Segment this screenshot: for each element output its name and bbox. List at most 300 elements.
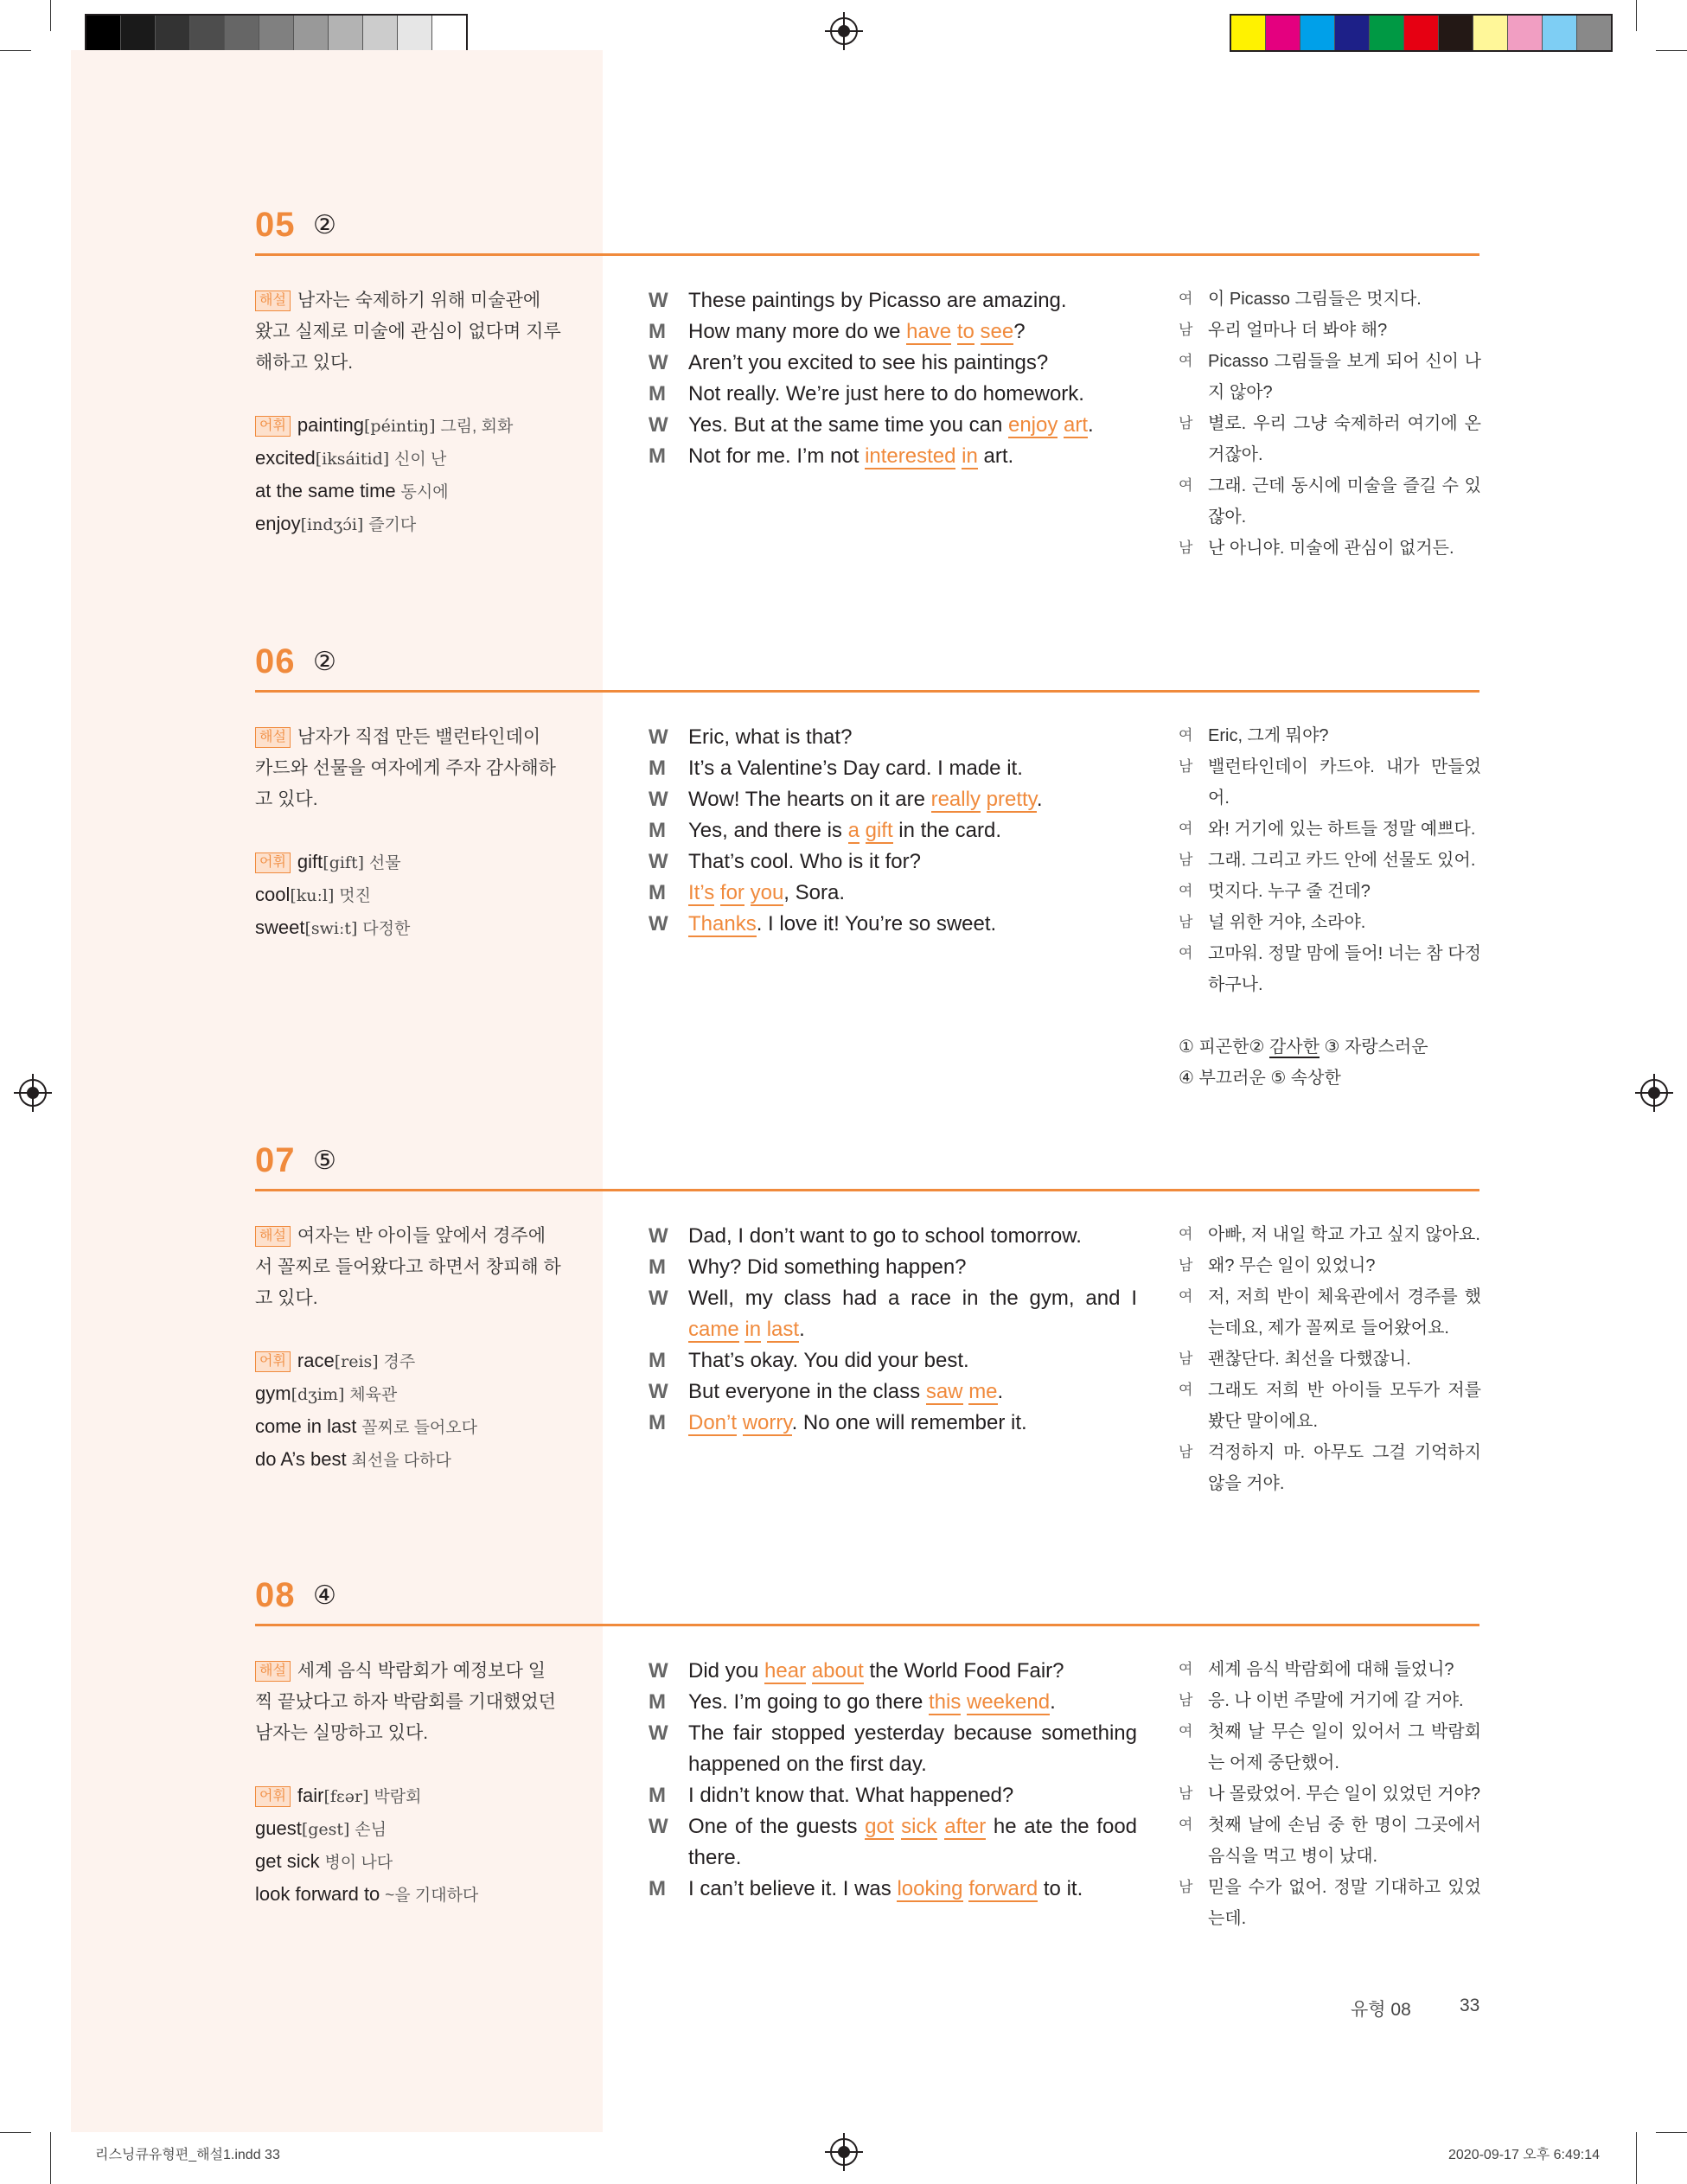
vocab-meaning: 다정한	[362, 920, 411, 938]
speaker-label: 여	[1179, 291, 1193, 307]
vocab-word: look forward to	[255, 1883, 380, 1905]
color-swatch	[121, 16, 156, 50]
text-run: How many more do we	[688, 320, 907, 343]
crop-mark	[1636, 0, 1637, 31]
dialogue-text	[688, 1221, 1137, 1252]
translation-text: Eric, 그게 뭐야?	[1208, 726, 1329, 745]
speaker-label: 남	[1179, 914, 1193, 930]
choice-text: ① 피곤한	[1179, 1038, 1249, 1057]
dialogue-line	[649, 722, 1137, 753]
speaker-label: 여	[1179, 1817, 1193, 1833]
answer-blank-word: hear	[764, 1659, 807, 1683]
answer-blank-word: came	[688, 1318, 739, 1341]
explanation	[255, 1221, 562, 1314]
translation-line	[1179, 408, 1481, 470]
dialogue-text	[688, 285, 1137, 316]
vocab-phonetic: [swiːt]	[304, 919, 358, 938]
dialogue-script	[649, 1221, 1137, 1439]
vocab-meaning: 그림, 회화	[440, 418, 514, 436]
explanation-tag: 해설	[255, 727, 291, 748]
translation-line	[1179, 1344, 1481, 1375]
dialogue-text	[688, 1376, 1137, 1408]
vocab-item	[255, 1879, 562, 1912]
vocab-word: gift	[297, 851, 323, 872]
answer-blank-word: really	[930, 788, 981, 811]
explanation-tag: 해설	[255, 1226, 291, 1247]
text-run: Did you	[688, 1659, 765, 1683]
translation-line	[1179, 751, 1481, 814]
color-swatch	[86, 16, 121, 50]
speaker-label: M	[649, 819, 666, 842]
explanation-text: 세계 음식 박람회가 예정보다 일찍 끝났다고 하자 박람회를 기대했었던 남자는 실망하고 있다.	[255, 1661, 556, 1743]
crop-mark	[0, 2132, 31, 2133]
question-number: 06	[255, 642, 296, 680]
vocab-item	[255, 1378, 562, 1411]
vocab-item	[255, 1813, 562, 1846]
speaker-label: 여	[1179, 353, 1193, 369]
crop-mark	[0, 50, 31, 51]
translation-text: 괜찮단다. 최선을 다했잖니.	[1208, 1350, 1411, 1369]
dialogue-line	[649, 878, 1137, 909]
text-run: These paintings by Picasso are amazing.	[688, 289, 1067, 312]
translation-line	[1179, 470, 1481, 533]
text-run	[761, 1318, 767, 1341]
dialogue-line	[649, 348, 1137, 379]
speaker-label: W	[649, 1287, 668, 1310]
choice-text: ③ 자랑스러운	[1319, 1038, 1428, 1057]
text-run: The fair stopped yesterday because something happened on the first day.	[688, 1721, 1137, 1776]
text-run: Yes. I’m going to go there	[688, 1690, 929, 1714]
translation-column	[1179, 1219, 1481, 1499]
vocab-phonetic: [gift]	[323, 853, 365, 872]
dialogue-line	[649, 1376, 1137, 1408]
text-run	[961, 1690, 967, 1714]
speaker-label: 여	[1179, 1382, 1193, 1398]
speaker-label: 여	[1179, 945, 1193, 961]
color-swatch	[259, 16, 294, 50]
vocab-meaning: 병이 나다	[324, 1854, 393, 1872]
explanation-tag: 해설	[255, 1661, 291, 1682]
answer-blank-word: about	[811, 1659, 864, 1683]
text-run: the World Food Fair?	[863, 1659, 1064, 1683]
speaker-label: W	[649, 289, 668, 312]
dialogue-text	[688, 410, 1137, 441]
color-swatch	[1577, 16, 1611, 50]
choices-line: ④ 부끄러운 ⑤ 속상한	[1179, 1069, 1341, 1088]
vocab-item	[255, 508, 562, 541]
dialogue-text	[688, 909, 1137, 940]
text-run: , Sora.	[783, 881, 845, 904]
section-divider	[255, 1189, 1479, 1191]
question-number: 05	[255, 206, 296, 244]
color-swatch	[1266, 16, 1300, 50]
speaker-label: W	[649, 1224, 668, 1248]
answer-blank-word: enjoy	[1007, 413, 1058, 437]
dialogue-line	[649, 1408, 1137, 1439]
translation-text: 걱정하지 마. 아무도 그걸 기억하지 않을 거야.	[1208, 1443, 1481, 1493]
speaker-label: 여	[1179, 821, 1193, 837]
explanation-column	[255, 285, 562, 541]
translation-column	[1179, 720, 1481, 1094]
dialogue-line	[649, 1221, 1137, 1252]
answer-blank-word: have	[906, 320, 952, 343]
speaker-label: 남	[1179, 1785, 1193, 1802]
dialogue-text	[688, 441, 1137, 472]
section-divider	[255, 690, 1479, 693]
choice-text: ②	[1249, 1038, 1269, 1057]
text-run: . I love it! You’re so sweet.	[756, 912, 997, 936]
text-run	[714, 881, 720, 904]
explanation	[255, 722, 562, 815]
dialogue-line	[649, 909, 1137, 940]
vocab-tag: 어휘	[255, 1786, 291, 1807]
dialogue-text	[688, 846, 1137, 878]
text-run: One of the guests	[688, 1815, 866, 1838]
speaker-label: 여	[1179, 1661, 1193, 1677]
answer-blank-word: gift	[865, 819, 893, 842]
vocab-meaning: 동시에	[400, 483, 449, 501]
translation-line	[1179, 284, 1481, 315]
vocab-tag: 어휘	[255, 853, 291, 873]
speaker-label: 여	[1179, 1723, 1193, 1740]
speaker-label: M	[649, 1255, 666, 1279]
dialogue-line	[649, 316, 1137, 348]
answer-mark: ⑤	[313, 1146, 336, 1175]
speaker-label: 남	[1179, 415, 1193, 431]
speaker-label: W	[649, 1815, 668, 1838]
dialogue-line	[649, 1687, 1137, 1718]
vocab-meaning: ~을 기대하다	[385, 1887, 479, 1905]
vocab-item	[255, 1444, 562, 1477]
text-run: But everyone in the class	[688, 1380, 926, 1403]
translation-text: 왜? 무슨 일이 있었니?	[1208, 1256, 1376, 1275]
text-run: . No one will remember it.	[791, 1411, 1027, 1434]
translation-line	[1179, 845, 1481, 876]
text-run: he ate the food there.	[688, 1815, 1138, 1869]
translation-text: 믿을 수가 없어. 정말 기대하고 있었는데.	[1208, 1878, 1481, 1928]
dialogue-text	[688, 348, 1137, 379]
explanation-column	[255, 1656, 562, 1912]
speaker-label: M	[649, 382, 666, 406]
dialogue-line	[649, 1718, 1137, 1780]
vocab-word: excited	[255, 447, 316, 469]
grayscale-color-bar	[85, 14, 468, 52]
text-run: Aren’t you excited to see his paintings?	[688, 351, 1049, 374]
text-run: .	[1088, 413, 1094, 437]
correct-choice: 감사한	[1268, 1038, 1320, 1057]
vocab-meaning: 체육관	[349, 1386, 398, 1404]
color-swatch	[1404, 16, 1439, 50]
speaker-label: 여	[1179, 477, 1193, 494]
dialogue-line	[649, 1283, 1137, 1345]
vocab-list	[255, 1780, 562, 1912]
text-run: art.	[977, 444, 1014, 468]
vocab-meaning: 즐기다	[368, 516, 417, 534]
speaker-label: 여	[1179, 883, 1193, 899]
text-run: Wow! The hearts on it are	[688, 788, 931, 811]
speaker-label: 남	[1179, 322, 1193, 338]
text-run: Dad, I don’t want to go to school tomorrow.	[688, 1224, 1082, 1248]
text-run: ?	[1013, 320, 1026, 343]
registration-mark-icon	[19, 1079, 47, 1107]
speaker-label: 여	[1179, 1226, 1193, 1242]
answer-blank-word: in	[744, 1318, 762, 1341]
color-swatch	[1231, 16, 1266, 50]
translation-line	[1179, 315, 1481, 346]
vocab-item	[255, 476, 562, 508]
translation-text: 널 위한 거야, 소라야.	[1208, 913, 1366, 932]
text-run	[806, 1659, 812, 1683]
crop-mark	[1656, 2132, 1687, 2133]
translation-line	[1179, 1250, 1481, 1281]
translation-text: 아빠, 저 내일 학교 가고 싶지 않아요.	[1208, 1225, 1480, 1244]
vocab-tag: 어휘	[255, 416, 291, 437]
speaker-label: 남	[1179, 1444, 1193, 1460]
translation-text: 별로. 우리 그냥 숙제하러 여기에 온 거잖아.	[1208, 414, 1481, 464]
vocab-word: enjoy	[255, 513, 301, 534]
dialogue-line	[649, 379, 1137, 410]
translation-text: Picasso 그림들을 보게 되어 신이 나지 않아?	[1208, 352, 1481, 402]
vocab-item	[255, 1345, 562, 1378]
vocab-word: race	[297, 1350, 335, 1371]
vocab-meaning: 경주	[383, 1353, 416, 1371]
translation-line	[1179, 1437, 1481, 1499]
dialogue-text	[688, 722, 1137, 753]
dialogue-line	[649, 815, 1137, 846]
translation-text: 고마워. 정말 맘에 들어! 너는 참 다정하구나.	[1208, 944, 1481, 994]
vocab-meaning: 선물	[368, 854, 401, 872]
translation-line	[1179, 1685, 1481, 1716]
text-run: Eric, what is that?	[688, 725, 853, 749]
translation-line	[1179, 533, 1481, 564]
color-swatch	[1473, 16, 1508, 50]
explanation-text: 여자는 반 아이들 앞에서 경주에서 꼴찌로 들어왔다고 하면서 창피해 하고 있다.	[255, 1226, 561, 1308]
answer-blank-word: in	[962, 444, 978, 468]
speaker-label: M	[649, 1411, 666, 1434]
section-divider	[255, 253, 1479, 256]
speaker-label: M	[649, 757, 666, 780]
explanation	[255, 1656, 562, 1749]
vocab-word: painting	[297, 414, 364, 436]
dialogue-line	[649, 846, 1137, 878]
answer-blank-word: for	[719, 881, 744, 904]
speaker-label: 남	[1179, 852, 1193, 868]
dialogue-script	[649, 1656, 1137, 1905]
question-number: 08	[255, 1576, 296, 1614]
translation-line	[1179, 1654, 1481, 1685]
speaker-label: 남	[1179, 1692, 1193, 1708]
text-run: .	[799, 1318, 805, 1341]
vocab-meaning: 박람회	[374, 1788, 422, 1806]
answer-blank-word: last	[766, 1318, 800, 1341]
translation-line	[1179, 1778, 1481, 1810]
explanation-column	[255, 1221, 562, 1477]
answer-blank-word: worry	[742, 1411, 792, 1434]
answer-blank-word: got	[865, 1815, 894, 1838]
section-divider	[255, 1624, 1479, 1626]
vocab-phonetic: [péintiŋ]	[364, 417, 436, 436]
color-swatch	[1543, 16, 1577, 50]
explanation-text: 남자가 직접 만든 밸런타인데이 카드와 선물을 여자에게 주자 감사해하고 있다.	[255, 727, 556, 809]
vocab-word: at the same time	[255, 480, 396, 501]
translation-line	[1179, 1281, 1481, 1344]
dialogue-text	[688, 1283, 1137, 1345]
explanation-column	[255, 722, 562, 945]
vocab-phonetic: [gest]	[301, 1820, 350, 1839]
answer-blank-word: art	[1064, 413, 1089, 437]
speaker-label: W	[649, 788, 668, 811]
color-swatch	[329, 16, 363, 50]
speaker-label: 남	[1179, 758, 1193, 775]
dialogue-text	[688, 1656, 1137, 1687]
vocab-meaning: 꼴찌로 들어오다	[361, 1419, 477, 1437]
dialogue-text	[688, 1811, 1137, 1874]
translation-text: 그래. 그리고 카드 안에 선물도 있어.	[1208, 851, 1476, 870]
color-swatch	[1300, 16, 1335, 50]
dialogue-text	[688, 784, 1137, 815]
dialogue-line	[649, 1345, 1137, 1376]
speaker-label: W	[649, 1721, 668, 1745]
vocab-list	[255, 846, 562, 945]
text-run	[951, 320, 957, 343]
slug-filename: 리스닝큐유형편_해설1.indd 33	[95, 2148, 280, 2162]
translation-line	[1179, 876, 1481, 907]
dialogue-text	[688, 753, 1137, 784]
text-run: I can’t believe it. I was	[688, 1877, 898, 1900]
vocab-meaning: 손님	[355, 1821, 387, 1839]
dialogue-line	[649, 784, 1137, 815]
translation-line	[1179, 346, 1481, 408]
vocab-word: sweet	[255, 916, 305, 938]
speaker-label: M	[649, 1784, 666, 1807]
answer-blank-word: me	[968, 1380, 998, 1403]
color-swatch	[432, 16, 466, 50]
vocab-meaning: 멋진	[339, 887, 371, 905]
dialogue-line	[649, 410, 1137, 441]
dialogue-text	[688, 1345, 1137, 1376]
text-run: in the card.	[892, 819, 1002, 842]
answer-blank-word: Thanks	[688, 912, 757, 936]
answer-mark: ②	[313, 648, 336, 676]
translation-column	[1179, 284, 1481, 564]
translation-line	[1179, 1375, 1481, 1437]
dialogue-text	[688, 1874, 1137, 1905]
answer-blank-word: forward	[968, 1877, 1038, 1900]
text-run: Yes, and there is	[688, 819, 848, 842]
answer-blank-word: a	[847, 819, 859, 842]
explanation-text: 남자는 숙제하기 위해 미술관에 왔고 실제로 미술에 관심이 없다며 지루해하고 있다.	[255, 291, 561, 373]
answer-blank-word: weekend	[967, 1690, 1051, 1714]
explanation-tag: 해설	[255, 291, 291, 311]
crop-mark	[1636, 2132, 1637, 2184]
text-run: .	[1050, 1690, 1056, 1714]
translation-line	[1179, 720, 1481, 751]
vocab-list	[255, 410, 562, 541]
dialogue-line	[649, 1656, 1137, 1687]
text-run: Why? Did something happen?	[688, 1255, 967, 1279]
color-swatch	[398, 16, 432, 50]
translation-text: 그래. 근데 동시에 미술을 즐길 수 있잖아.	[1208, 476, 1481, 527]
vocab-meaning: 최선을 다하다	[351, 1452, 451, 1470]
vocab-tag: 어휘	[255, 1351, 291, 1372]
crop-mark	[50, 0, 51, 31]
text-run: Yes. But at the same time you can	[688, 413, 1008, 437]
slug-timestamp: 2020-09-17 오후 6:49:14	[1448, 2148, 1601, 2162]
speaker-label: 남	[1179, 1879, 1193, 1895]
speaker-label: 여	[1179, 1288, 1193, 1305]
vocab-word: get sick	[255, 1850, 320, 1872]
vocab-word: cool	[255, 884, 291, 905]
answer-blank-word: see	[980, 320, 1014, 343]
speaker-label: W	[649, 351, 668, 374]
speaker-label: W	[649, 1659, 668, 1683]
dialogue-line	[649, 1811, 1137, 1874]
dialogue-text	[688, 815, 1137, 846]
color-swatch	[1335, 16, 1370, 50]
vocab-item	[255, 879, 562, 912]
choices-line	[1179, 1031, 1481, 1063]
dialogue-line	[649, 1780, 1137, 1811]
speaker-label: M	[649, 1690, 666, 1714]
vocab-item	[255, 1411, 562, 1444]
dialogue-line	[649, 1874, 1137, 1905]
registration-mark-icon	[830, 17, 858, 45]
answer-blank-word: sick	[901, 1815, 937, 1838]
vocab-phonetic: [dʒim]	[291, 1385, 345, 1404]
color-swatch	[363, 16, 398, 50]
text-run: That’s okay. You did your best.	[688, 1349, 969, 1372]
text-run	[859, 819, 866, 842]
translation-line	[1179, 1219, 1481, 1250]
cmyk-color-bar	[1230, 14, 1613, 52]
vocab-item	[255, 443, 562, 476]
speaker-label: W	[649, 413, 668, 437]
speaker-label: 남	[1179, 540, 1193, 556]
answer-mark: ②	[313, 211, 336, 239]
text-run	[937, 1815, 945, 1838]
speaker-label: W	[649, 725, 668, 749]
vocab-phonetic: [reis]	[334, 1352, 379, 1371]
answer-blank-word: to	[956, 320, 974, 343]
speaker-label: W	[649, 1380, 668, 1403]
answer-blank-word: looking	[897, 1877, 963, 1900]
dialogue-text	[688, 379, 1137, 410]
translation-text: 첫째 날 무슨 일이 있어서 그 박람회는 어제 중단했어.	[1208, 1722, 1481, 1772]
color-swatch	[1439, 16, 1473, 50]
answer-mark: ④	[313, 1581, 336, 1610]
vocab-word: do A’s best	[255, 1448, 347, 1470]
translation-text: 멋지다. 누구 줄 건데?	[1208, 882, 1371, 901]
vocab-item	[255, 1846, 562, 1879]
vocab-phonetic: [indʒɔ́i]	[300, 515, 364, 534]
dialogue-text	[688, 1687, 1137, 1718]
dialogue-line	[649, 753, 1137, 784]
translation-line	[1179, 1716, 1481, 1778]
dialogue-line	[649, 1252, 1137, 1283]
translation-text: 나 몰랐었어. 무슨 일이 있었던 거야?	[1208, 1785, 1480, 1804]
registration-mark-icon	[1640, 1079, 1668, 1107]
answer-blank-word: pretty	[986, 788, 1037, 811]
answer-blank-word: you	[750, 881, 784, 904]
text-run	[737, 1411, 743, 1434]
text-run	[981, 788, 987, 811]
vocab-item	[255, 410, 562, 443]
translation-text: 난 아니야. 미술에 관심이 없거든.	[1208, 539, 1454, 558]
answer-blank-word: after	[944, 1815, 987, 1838]
translation-text: 응. 나 이번 주말에 거기에 갈 거야.	[1208, 1691, 1464, 1710]
dialogue-text	[688, 316, 1137, 348]
crop-mark	[1656, 50, 1687, 51]
